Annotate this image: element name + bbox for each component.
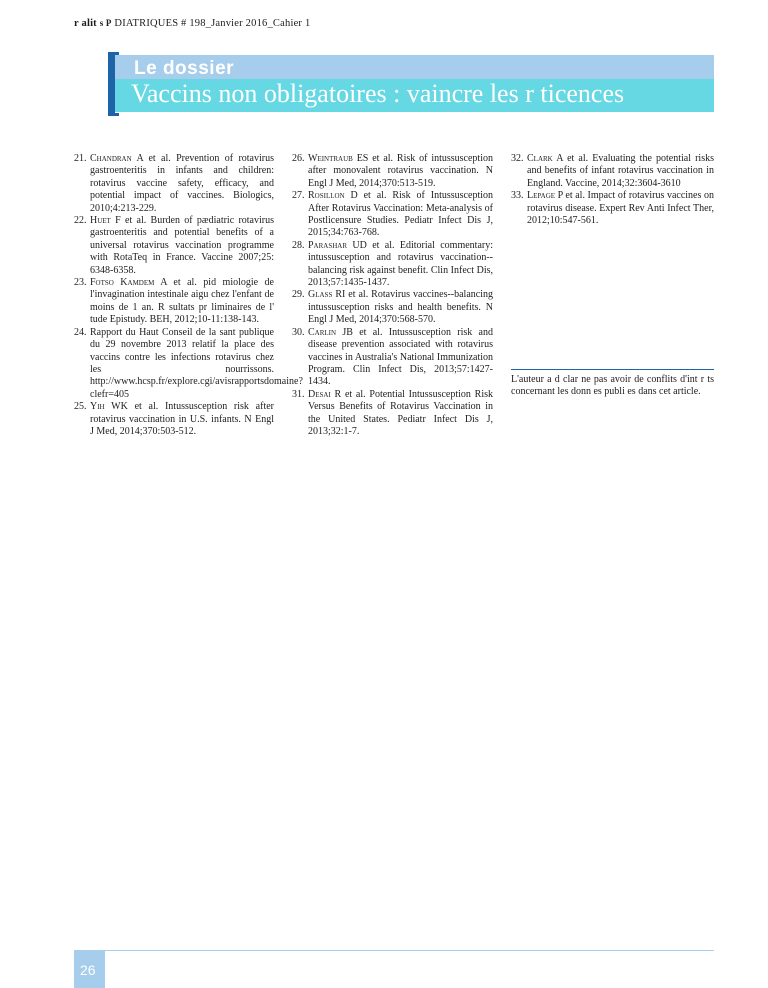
section-label: Le dossier <box>134 58 235 79</box>
reference-author: Fotso Kamdem <box>90 277 155 289</box>
reference-number: 25. <box>74 401 87 413</box>
reference-text: UD et al. Editorial commentary: intussusception and rotavirus vaccination--balancing risk against benefit. Clin Infect Dis, 2013;57:1435-1437. <box>308 239 493 289</box>
reference-number: 32. <box>511 153 524 164</box>
reference-text: A et al. Prevention of rotavirus gastroenteritis in infants and children: rotavirus vaccine safety, efficacy, and potential impact of vaccines. Biologics, 2010;4:213-229. <box>90 153 274 214</box>
reference-number: 24. <box>74 326 87 338</box>
reference-number: 22. <box>74 215 87 227</box>
reference-author: Glass <box>308 289 333 301</box>
journal-brand: r alit <box>74 18 97 29</box>
reference-text: P et al. Impact of rotavirus vaccines on rotavirus disease. Expert Rev Anti Infect Ther, 2012;10:547-561. <box>527 190 714 227</box>
reference-item <box>292 327 493 389</box>
reference-number: 26. <box>292 153 305 164</box>
reference-number: 31. <box>292 388 305 400</box>
reference-number: 23. <box>74 277 87 289</box>
reference-item <box>74 277 274 327</box>
reference-item <box>292 153 493 190</box>
reference-item <box>292 240 493 290</box>
reference-text: F et al. Burden of pædiatric rotavirus gastroenteritis and potential benefits of a universal rotavirus vaccination programme with RotaTeq in France. Vaccine 2007;25: 6348-6358. <box>90 215 274 276</box>
reference-author: Parashar <box>308 239 348 251</box>
reference-author: Yih <box>90 401 105 413</box>
reference-item <box>511 153 714 190</box>
reference-number: 33. <box>511 190 524 202</box>
journal-brand-suffix: s P <box>99 18 112 28</box>
page-number: 26 <box>80 962 96 978</box>
reference-text: JB et al. Intussusception risk and disease prevention associated with rotavirus vaccines in Australia's National Immunization Program. Clin Infect Dis, 2013;57:1427-1434. <box>308 326 493 388</box>
reference-author: Desai <box>308 388 331 400</box>
running-head <box>74 18 310 29</box>
reference-number: 21. <box>74 153 87 164</box>
reference-item <box>292 190 493 240</box>
footer-rule <box>74 950 714 951</box>
reference-author: Huet <box>90 215 111 227</box>
reference-author: Clark <box>527 153 553 164</box>
reference-number: 29. <box>292 289 305 301</box>
issue-info: DIATRIQUES # 198_Janvier 2016_Cahier 1 <box>114 18 311 29</box>
reference-number: 28. <box>292 239 305 251</box>
reference-number: 27. <box>292 190 305 202</box>
reference-text: A et al. pid miologie de l'invagination intestinale aigu chez l'enfant de moins de 1 an. R sultats pr liminaires de l' tude Epistudy. BEH, 2012;10-11:138-143. <box>90 277 274 326</box>
reference-item <box>74 153 274 215</box>
reference-author: Chandran <box>90 153 132 164</box>
reference-text: R et al. Potential Intussusception Risk Versus Benefits of Rotavirus Vaccination in the United States. Pediatr Infect Dis J, 2013;32:1-7. <box>308 388 493 437</box>
reference-text: Rapport du Haut Conseil de la sant publique du 29 novembre 2013 relatif la place des vaccins contre les infections rotavirus chez les nourrissons. http://www.hcsp.fr/explore.cgi/avisrapportsdomaine?clefr=405 <box>90 326 303 400</box>
reference-text: WK et al. Intussusception risk after rotavirus vaccination in U.S. infants. N Engl J Med, 2014;370:503-512. <box>90 401 274 437</box>
reference-text: ES et al. Risk of intussusception after monovalent rotavirus vaccination. N Engl J Med, 2014;370:513-519. <box>308 153 493 189</box>
reference-item <box>511 190 714 227</box>
references-column-2 <box>292 153 493 438</box>
reference-text: RI et al. Rotavirus vaccines--balancing intussusception risks and health benefits. N Engl J Med, 2014;370:568-570. <box>308 289 493 326</box>
reference-author: Rosillon <box>308 190 345 202</box>
reference-author: Lepage <box>527 190 556 202</box>
reference-author: Carlin <box>308 326 337 338</box>
disclosure-divider <box>511 369 714 370</box>
reference-item <box>74 215 274 277</box>
conflict-disclosure: L'auteur a d clar ne pas avoir de conflits d'int r ts concernant les donn es publi es dans cet article. <box>511 374 714 398</box>
reference-item <box>292 389 493 439</box>
references-column-3 <box>511 153 714 227</box>
dossier-title: Vaccins non obligatoires : vaincre les r ticences <box>131 79 625 108</box>
reference-text: A et al. Evaluating the potential risks and benefits of infant rotavirus vaccination in England. Vaccine, 2014;32:3604-3610 <box>527 153 714 189</box>
reference-number: 30. <box>292 326 305 338</box>
bracket-decoration <box>108 52 115 116</box>
reference-author: Weintraub <box>308 153 353 164</box>
reference-item <box>74 401 274 438</box>
reference-text: D et al. Risk of Intussusception After Rotavirus Vaccination: Meta-analysis of Postlicensure Studies. Pediatr Infect Dis J, 2015;34:763-768. <box>308 190 493 239</box>
reference-item <box>292 289 493 326</box>
